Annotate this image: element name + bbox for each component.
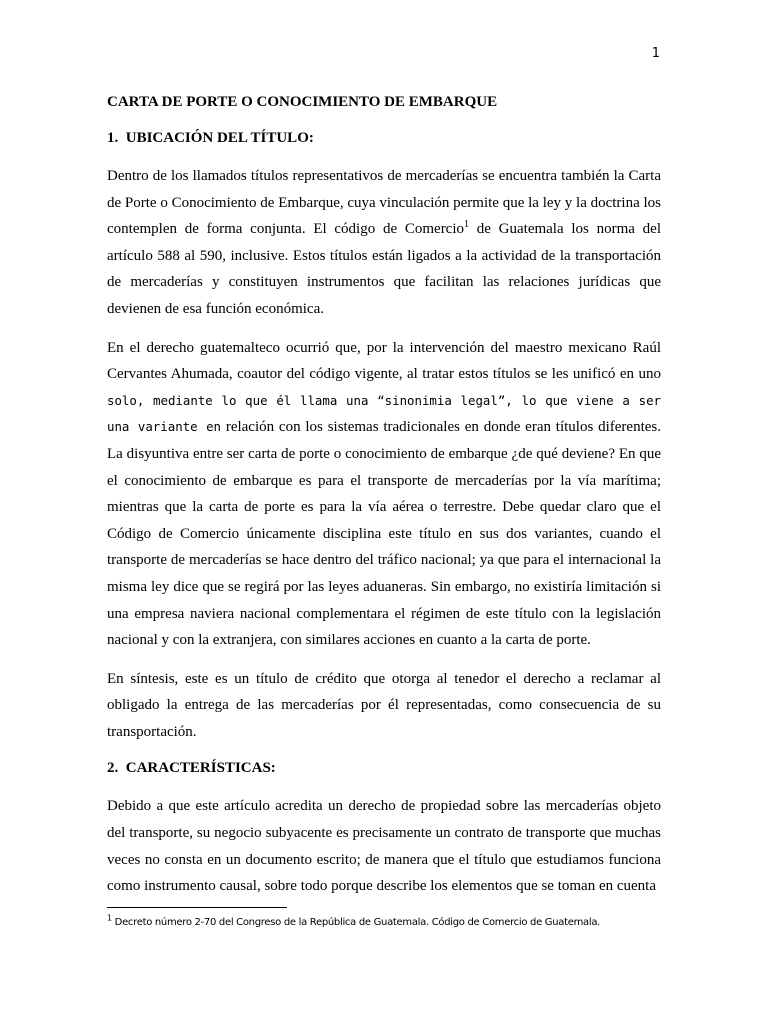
- document-body: [107, 91, 661, 912]
- paragraph-text: relación con los sistemas tradicionales en donde eran títulos diferentes. La disyuntiva entre ser carta de porte o conocimiento de embarque ¿de qué deviene? En que el conocimiento de embarque es para el transporte de mercaderías por la vía marítima; mientras que la carta de porte es para la vía aérea o terrestre. Debe quedar claro que el Código de Comercio únicamente disciplina este título en sus dos variantes, cuando el transporte de mercaderías se hace dentro del tráfico nacional; ya que para el internacional la misma ley dice que se regirá por las leyes aduaneras. Sin embargo, no existiría limitación si una empresa naviera nacional complementara el régimen de este título con la legislación nacional y con la extranjera, con similares acciones en cuanto a la carta de porte.: [107, 419, 661, 649]
- footnote-reference[interactable]: 1: [464, 219, 470, 231]
- section-1-paragraph-3: En síntesis, este es un título de crédito que otorga al tenedor el derecho a reclamar al obligado la entrega de las mercaderías por él representadas, como consecuencia de su transportación.: [107, 670, 661, 740]
- footnote-marker: 1: [107, 913, 112, 923]
- section-2-heading: 2. CARACTERÍSTICAS:: [107, 760, 276, 777]
- section-1-paragraph-2: [107, 335, 661, 654]
- paragraph-text: de Guatemala los norma del artículo 588 al 590, inclusive. Estos títulos están ligados a la actividad de la transportación de mercaderías y constituyen instrumentos que facilitan las relaciones jurídicas que devienen de esa función económica.: [107, 221, 662, 317]
- footnote-text: Decreto número 2-70 del Congreso de la República de Guatemala. Código de Comercio de Guatemala.: [111, 917, 601, 928]
- paragraph-text-monospace: solo, mediante lo que él llama una “sinonimia legal”, lo que viene a ser una variante en: [107, 392, 661, 435]
- section-1-paragraph-1: [107, 163, 661, 323]
- footnote: [107, 913, 667, 928]
- paragraph-text: Dentro de los llamados títulos representativos de mercaderías se encuentra también la Carta de Porte o Conocimiento de Embarque, cuya vinculación permite que la ley y la doctrina los contemplen de forma conjunta. El código de Comercio: [107, 168, 661, 238]
- document-title: CARTA DE PORTE O CONOCIMIENTO DE EMBARQUE: [107, 94, 498, 110]
- section-1-heading: 1. UBICACIÓN DEL TÍTULO:: [107, 130, 314, 146]
- section-2-paragraph-1: Debido a que este artículo acredita un derecho de propiedad sobre las mercaderías objeto del transporte, su negocio subyacente es precisamente un contrato de transporte que muchas veces no consta en un documento escrito; de manera que el título que estudiamos funciona como instrumento causal, sobre todo porque describe los elementos que se toman en cuenta: [107, 798, 661, 895]
- paragraph-text: En el derecho guatemalteco ocurrió que, por la intervención del maestro mexicano Raúl Cervantes Ahumada, coautor del código vigente, al tratar estos títulos se les unificó en uno: [107, 339, 661, 383]
- footnote-divider: [107, 907, 287, 908]
- page-number: 1: [651, 46, 660, 61]
